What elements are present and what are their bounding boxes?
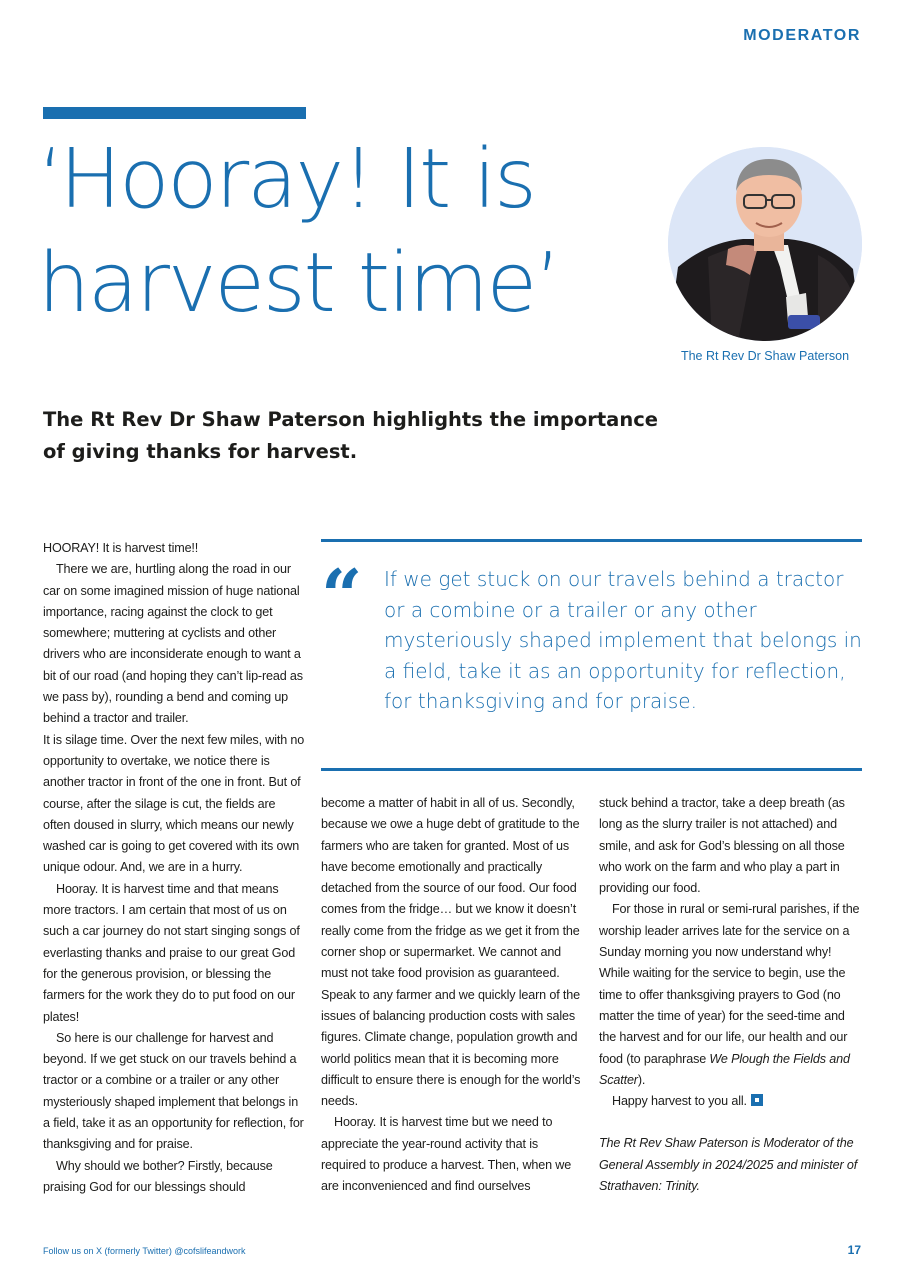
- paragraph: [599, 1091, 864, 1112]
- paragraph: Hooray. It is harvest time but we need to appreciate the year-round activity that is required to produce a harvest. Then, when we are inconvenienced and find ourselves: [321, 1115, 572, 1194]
- paragraph: Hooray. It is harvest time and that means more tractors. I am certain that most of us on such a car journey do not start singing songs of everlasting thanks and praise to our great God for the generous provision, or blessing the farmers for the work they do to put food on our plates!: [43, 881, 300, 1024]
- standfirst: The Rt Rev Dr Shaw Paterson highlights the importance of giving thanks for harvest.: [43, 408, 658, 463]
- body-column-1: [43, 538, 305, 1198]
- paragraph-text: ).: [637, 1072, 646, 1087]
- closing-line: Happy harvest to you all.: [612, 1094, 747, 1109]
- paragraph: Why should we bother? Firstly, because praising God for our blessings should: [43, 1158, 273, 1194]
- footer-social: Follow us on X (formerly Twitter) @cofslifeandwork: [43, 1246, 246, 1256]
- quote-mark-icon: “: [321, 553, 363, 638]
- author-portrait: [668, 147, 862, 341]
- paragraph: It is silage time. Over the next few miles, with no opportunity to overtake, we notice there is another tractor in front of the one in front. But of course, after the silage is cut, the fields are often doused in slurry, which means our newly washed car is going to get covered with its own unique odour. And, we are in a hurry.: [43, 732, 305, 875]
- section-label: MODERATOR: [743, 27, 861, 44]
- headline: [38, 128, 638, 336]
- title-accent-bar: [43, 107, 306, 119]
- portrait-caption: The Rt Rev Dr Shaw Paterson: [680, 349, 850, 363]
- headline-line-2: harvest time’: [38, 236, 560, 331]
- end-mark-icon: [751, 1094, 763, 1106]
- paragraph: [599, 899, 864, 1091]
- paragraph-text: For those in rural or semi-rural parishes, if the worship leader arrives late for the service on a Sunday morning you now understand why! While waiting for the service to begin, use the time to offer thanksgiving prayers to God (no matter the time of year) for the seed-time and the harvest and for our life, our health and our food (to paraphrase: [599, 902, 860, 1066]
- pull-quote: [321, 539, 862, 771]
- body-column-2: [321, 793, 583, 1198]
- paragraph: There we are, hurtling along the road in our car on some imagined mission of huge national importance, racing against the clock to get somewhere; muttering at cyclists and other drivers who are inconsiderate enough to want a bit of our road (and hoping they can’t lip-read as we pass by), rounding a bend and coming up behind a tractor and trailer.: [43, 562, 303, 726]
- paragraph: HOORAY! It is harvest time!!: [43, 541, 199, 555]
- body-column-3: [599, 793, 864, 1197]
- paragraph: So here is our challenge for harvest and beyond. If we get stuck on our travels behind a tractor or a combine or a trailer or any other mysteriously shaped implement that belongs in a field, take it as an opportunity for reflection, for thanksgiving and for praise.: [43, 1030, 304, 1152]
- headline-line-1: ‘Hooray! It is: [38, 132, 535, 227]
- hymn-title: We Plough the Fields and Scatter: [599, 1051, 850, 1087]
- author-bio: The Rt Rev Shaw Paterson is Moderator of the General Assembly in 2024/2025 and minister of Strathaven: Trinity.: [599, 1136, 858, 1194]
- paragraph: become a matter of habit in all of us. Secondly, because we owe a huge debt of gratitude to the farmers who are taken for granted. Most of us have become emotionally and practically detached from the source of our food. Our food comes from the fridge… but we know it doesn’t really come from the fridge as we get it from the corner shop or supermarket. We cannot and must not take food provision as guaranteed. Speak to any farmer and we quickly learn of the issues of balancing production costs with sales figures. Climate change, population growth and world politics mean that it is becoming more difficult to ensure there is enough for the world’s needs.: [321, 796, 581, 1109]
- portrait-illustration: [668, 147, 862, 341]
- page-number: 17: [847, 1243, 861, 1257]
- paragraph: stuck behind a tractor, take a deep breath (as long as the slurry trailer is not attached) and smile, and ask for God’s blessing on all those who work on the farm and who play a part in providing our food.: [599, 796, 845, 896]
- pull-quote-text: If we get stuck on our travels behind a tractor or a combine or a trailer or any other mysteriously shaped implement that belongs in a field, take it as an opportunity for reflection, for thanksgiving and for praise.: [384, 567, 862, 713]
